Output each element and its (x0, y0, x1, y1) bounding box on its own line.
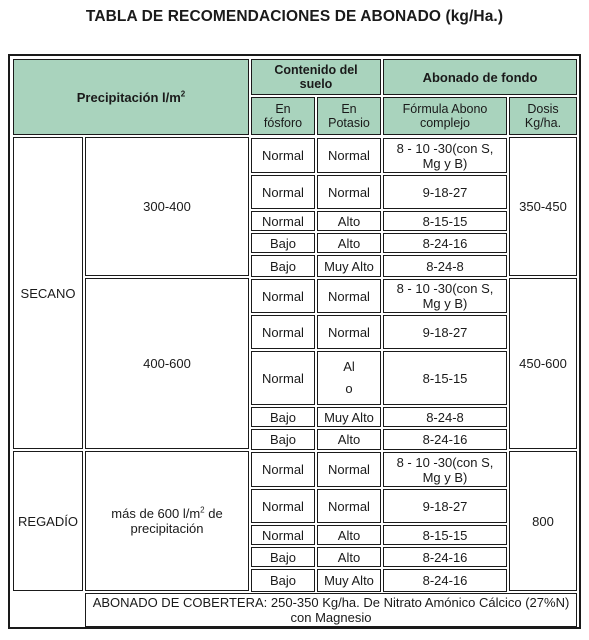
group-secano: SECANO (13, 137, 83, 449)
potasio-cell: Muy Alto (317, 569, 381, 592)
potasio-cell: Alto (317, 525, 381, 545)
potasio-cell: Alto (317, 547, 381, 567)
fosforo-cell: Bajo (251, 569, 315, 592)
formula-cell: 9-18-27 (383, 175, 507, 209)
potasio-cell: Al o (317, 351, 381, 405)
fosforo-cell: Normal (251, 351, 315, 405)
fosforo-cell: Normal (251, 279, 315, 313)
potasio-cell: Normal (317, 315, 381, 349)
formula-cell: 8 - 10 -30(con S, Mg y B) (383, 279, 507, 313)
page-title: TABLA DE RECOMENDACIONES DE ABONADO (kg/Ha.) (85, 8, 504, 25)
fosforo-cell: Bajo (251, 233, 315, 253)
header-contenido-suelo: Contenido del suelo (251, 59, 381, 95)
dose-2: 450-600 (509, 278, 577, 449)
formula-cell: 8 - 10 -30(con S, Mg y B) (383, 138, 507, 173)
formula-cell: 8-15-15 (383, 351, 507, 405)
range-400-600: 400-600 (85, 278, 249, 449)
fosforo-cell: Bajo (251, 429, 315, 450)
potasio-cell: Muy Alto (317, 407, 381, 427)
formula-cell: 9-18-27 (383, 489, 507, 523)
fosforo-cell: Normal (251, 525, 315, 545)
header-formula: Fórmula Abono complejo (383, 97, 507, 135)
formula-cell: 8-24-16 (383, 547, 507, 567)
formula-cell: 8 - 10 -30(con S, Mg y B) (383, 452, 507, 487)
fosforo-cell: Normal (251, 489, 315, 523)
potasio-cell: Muy Alto (317, 255, 381, 277)
recommendations-table (8, 54, 581, 629)
potasio-cell: Alto (317, 429, 381, 450)
potasio-cell: Alto (317, 211, 381, 231)
fosforo-cell: Normal (251, 452, 315, 487)
dose-1: 350-450 (509, 137, 577, 276)
header-en-fosforo: En fósforo (251, 97, 315, 135)
potasio-cell: Normal (317, 452, 381, 487)
formula-cell: 8-15-15 (383, 525, 507, 545)
potasio-cell: Normal (317, 138, 381, 173)
group-regadio: REGADÍO (13, 451, 83, 591)
footer-cobertera: ABONADO DE COBERTERA: 250-350 Kg/ha. De Nitrato Amónico Cálcico (27%N) con Magnesio (85, 593, 577, 627)
fosforo-cell: Normal (251, 211, 315, 231)
fosforo-cell: Bajo (251, 547, 315, 567)
potasio-cell: Alto (317, 233, 381, 253)
header-en-potasio: En Potasio (317, 97, 381, 135)
fosforo-cell: Normal (251, 315, 315, 349)
fosforo-cell: Bajo (251, 407, 315, 427)
formula-cell: 9-18-27 (383, 315, 507, 349)
formula-cell: 8-24-16 (383, 569, 507, 592)
potasio-cell: Normal (317, 279, 381, 313)
formula-cell: 8-24-8 (383, 255, 507, 277)
fosforo-cell: Normal (251, 138, 315, 173)
range-300-400: 300-400 (85, 137, 249, 276)
potasio-cell: Normal (317, 489, 381, 523)
formula-cell: 8-24-8 (383, 407, 507, 427)
header-precipitacion: Precipitación $l/m^2$ (13, 59, 249, 135)
header-abonado-fondo: Abonado de fondo (383, 59, 577, 95)
formula-cell: 8-24-16 (383, 233, 507, 253)
fosforo-cell: Bajo (251, 255, 315, 277)
header-dosis: Dosis Kg/ha. (509, 97, 577, 135)
potasio-cell: Normal (317, 175, 381, 209)
fosforo-cell: Normal (251, 175, 315, 209)
range-mas-600: más de 600 $l/m^2$ de precipitación (85, 451, 249, 591)
dose-3: 800 (509, 451, 577, 591)
formula-cell: 8-15-15 (383, 211, 507, 231)
formula-cell: 8-24-16 (383, 429, 507, 450)
